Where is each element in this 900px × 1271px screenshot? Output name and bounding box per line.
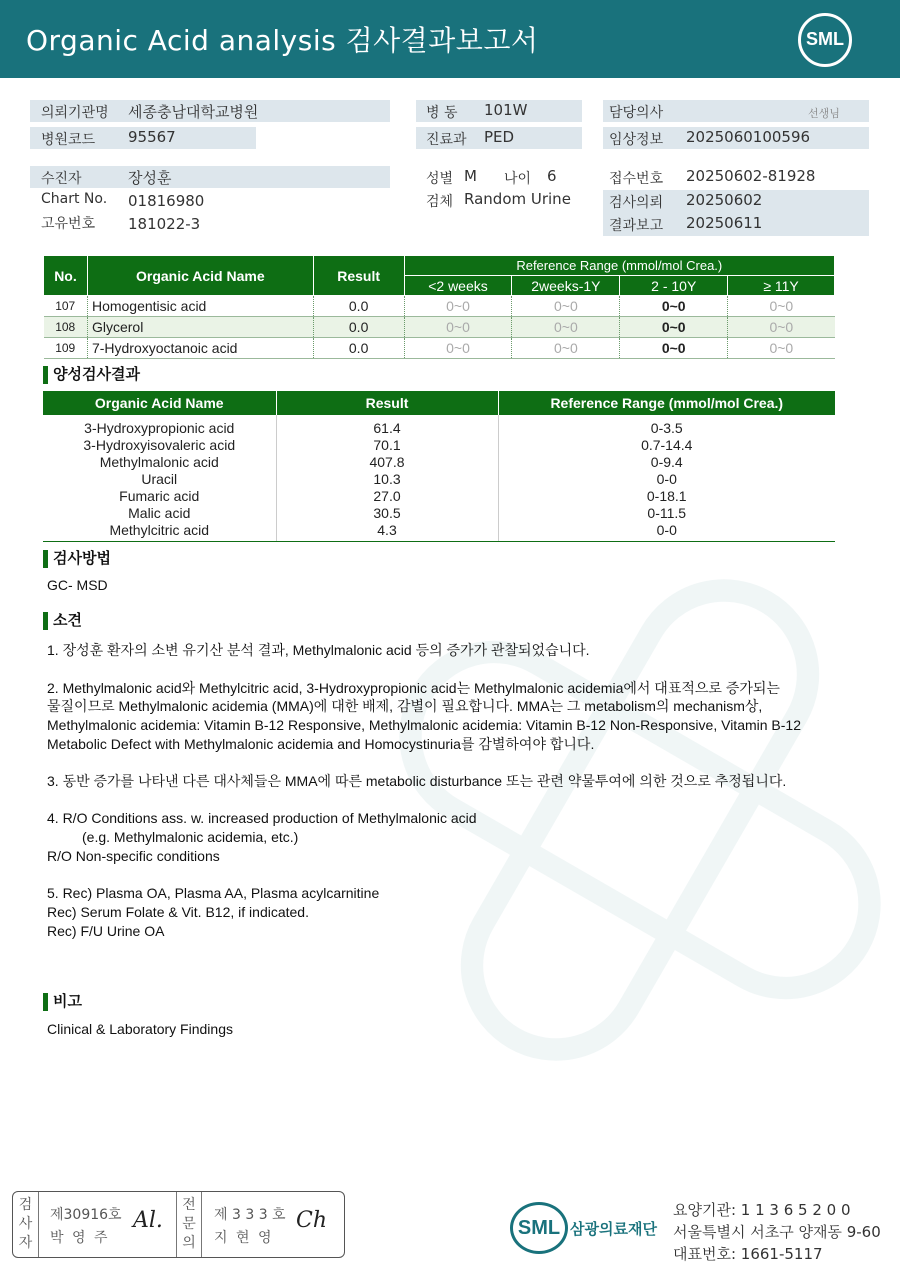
examiner-signature: Al. — [133, 1208, 163, 1233]
row-ref: 0-11.5 — [498, 504, 835, 521]
sml-logo: SML — [510, 1202, 568, 1254]
positive-results-table — [43, 391, 835, 542]
row-result: 61.4 — [276, 415, 498, 436]
col-subheader: <2 weeks — [404, 276, 512, 296]
row-name: 3-Hydroxypropionic acid — [84, 419, 235, 436]
row-ref: 0-3.5 — [498, 415, 835, 436]
patient-label: 수진자 — [41, 171, 82, 187]
row-ref: 0~0 — [512, 296, 620, 317]
table-row — [43, 470, 835, 487]
row-result: 0.0 — [313, 317, 404, 338]
row-ref: 0-9.4 — [498, 453, 835, 470]
table-row — [43, 436, 835, 453]
chart-no-label: Chart No. — [41, 191, 108, 207]
method-text: GC- MSD — [47, 577, 108, 593]
age: 6 — [547, 167, 557, 185]
row-ref: 0~0 — [728, 338, 835, 359]
table-row — [43, 415, 835, 436]
opinion-line: Rec) F/U Urine OA — [47, 923, 165, 939]
examiner-name: 박 영 주 — [50, 1230, 110, 1246]
opinion-line: Metabolic Defect with Methylmalonic acidemia and Homocystinuria를 감별하여야 합니다. — [47, 736, 595, 752]
opinion-line: 5. Rec) Plasma OA, Plasma AA, Plasma acylcarnitine — [47, 885, 380, 901]
row-result: 10.3 — [276, 470, 498, 487]
table-row — [43, 504, 835, 521]
row-result: 30.5 — [276, 504, 498, 521]
row-name: Uracil — [141, 470, 178, 487]
specimen: Random Urine — [464, 190, 571, 208]
col-header-no: No. — [44, 256, 88, 296]
table-row — [43, 521, 835, 542]
method-heading: 검사방법 — [43, 550, 111, 568]
row-name: Malic acid — [128, 504, 191, 521]
department: PED — [484, 128, 515, 146]
unique-no: 181022-3 — [128, 215, 201, 233]
col-header-reference: Reference Range (mmol/mol Crea.) — [404, 256, 834, 276]
ward: 101W — [484, 101, 528, 119]
remarks-heading: 비고 — [43, 993, 82, 1011]
row-ref: 0~0 — [728, 317, 835, 338]
requesting-institution: 세종충남대학교병원 — [128, 103, 259, 121]
row-name: 7-Hydroxyoctanoic acid — [87, 338, 313, 359]
row-ref: 0-0 — [498, 470, 835, 487]
age-label: 나이 — [504, 171, 532, 187]
organic-acid-table — [43, 255, 835, 359]
report-date: 20250611 — [686, 214, 763, 232]
row-ref: 0~0 — [620, 338, 728, 359]
positive-results-heading: 양성검사결과 — [43, 366, 140, 384]
info-bar — [30, 166, 390, 188]
hospital-code-label: 병원코드 — [41, 132, 96, 148]
row-result: 0.0 — [313, 296, 404, 317]
row-result: 4.3 — [276, 521, 498, 542]
care-institution-no: 요양기관: 1 1 3 6 5 2 0 0 — [673, 1201, 851, 1219]
request-date-label: 검사의뢰 — [609, 195, 664, 211]
organization-address: 서울특별시 서초구 양재동 9-60 — [673, 1223, 881, 1241]
table-row — [43, 487, 835, 504]
opinion-line: R/O Non-specific conditions — [47, 848, 220, 864]
opinion-line: Methylmalonic acidemia: Vitamin B-12 Responsive, Methylmalonic acidemia: Vitamin B-12 Non-Responsive, Vitamin B-12 — [47, 717, 802, 733]
organization-name: 삼광의료재단 — [570, 1220, 657, 1238]
specialist-name: 지 현 영 — [214, 1230, 274, 1246]
row-no: 109 — [44, 338, 88, 359]
specialist-label: 전 문 의 — [176, 1192, 202, 1257]
table-row — [44, 338, 835, 359]
row-ref: 0~0 — [404, 296, 512, 317]
row-name: Methylcitric acid — [43, 521, 276, 542]
request-date: 20250602 — [686, 191, 763, 209]
col-header-result: Result — [276, 391, 498, 415]
row-ref: 0.7-14.4 — [498, 436, 835, 453]
row-no: 108 — [44, 317, 88, 338]
row-ref: 0~0 — [620, 296, 728, 317]
opinion-line: 4. R/O Conditions ass. w. increased production of Methylmalonic acid — [47, 810, 477, 826]
unique-no-label: 고유번호 — [41, 216, 96, 232]
examiner-label: 검 사 자 — [13, 1192, 39, 1257]
col-header-name: Organic Acid Name — [43, 391, 276, 415]
row-name: 3-Hydroxyisovaleric acid — [83, 436, 236, 453]
row-name: Homogentisic acid — [87, 296, 313, 317]
row-result: 407.8 — [276, 453, 498, 470]
receipt-no: 20250602-81928 — [686, 167, 816, 185]
patient-name: 장성훈 — [128, 169, 172, 187]
col-subheader: 2weeks-1Y — [512, 276, 620, 296]
remarks-text: Clinical & Laboratory Findings — [47, 1021, 233, 1037]
doctor-suffix: 선생님 — [808, 107, 840, 120]
sex-label: 성별 — [426, 171, 454, 187]
clinical-info-label: 임상정보 — [609, 132, 664, 148]
table-row — [44, 296, 835, 317]
table-row — [43, 453, 835, 470]
signature-box — [12, 1191, 345, 1258]
col-header-name: Organic Acid Name — [87, 256, 313, 296]
opinion-line: Rec) Serum Folate & Vit. B12, if indicated. — [47, 904, 309, 920]
examiner-license-no: 제30916호 — [50, 1207, 122, 1223]
specialist-license-no: 제 3 3 3 호 — [214, 1207, 286, 1223]
row-name: Glycerol — [87, 317, 313, 338]
row-name: Fumaric acid — [119, 487, 200, 504]
opinion-line: 물질이므로 Methylmalonic acidemia (MMA)에 대한 배제, 감별이 필요합니다. MMA는 그 metabolism의 mechanism상, — [47, 698, 763, 714]
row-result: 27.0 — [276, 487, 498, 504]
row-ref: 0~0 — [404, 338, 512, 359]
opinion-line: (e.g. Methylmalonic acidemia, etc.) — [82, 829, 299, 845]
hospital-code: 95567 — [128, 128, 176, 146]
ward-label: 병 동 — [426, 105, 458, 121]
row-no: 107 — [44, 296, 88, 317]
chart-no: 01816980 — [128, 192, 205, 210]
requesting-institution-label: 의뢰기관명 — [41, 105, 109, 121]
row-ref: 0-0 — [498, 521, 835, 542]
specimen-label: 검체 — [426, 194, 454, 210]
clinical-info: 2025060100596 — [686, 128, 811, 146]
row-ref: 0-18.1 — [498, 487, 835, 504]
row-ref: 0~0 — [728, 296, 835, 317]
row-name: Methylmalonic acid — [99, 453, 219, 470]
sex: M — [464, 167, 477, 185]
table-row — [44, 317, 835, 338]
col-subheader: 2 - 10Y — [620, 276, 728, 296]
opinion-line: 1. 장성훈 환자의 소변 유기산 분석 결과, Methylmalonic acid 등의 증가가 관찰되었습니다. — [47, 642, 590, 658]
col-subheader: ≥ 11Y — [728, 276, 835, 296]
row-ref: 0~0 — [620, 317, 728, 338]
row-result: 70.1 — [276, 436, 498, 453]
col-header-result: Result — [313, 256, 404, 296]
col-header-reference: Reference Range (mmol/mol Crea.) — [498, 391, 835, 415]
specialist-signature: Ch — [296, 1208, 328, 1233]
doctor-label: 담당의사 — [609, 105, 664, 121]
row-ref: 0~0 — [404, 317, 512, 338]
opinion-heading: 소견 — [43, 612, 82, 630]
report-date-label: 결과보고 — [609, 218, 664, 234]
opinion-line: 2. Methylmalonic acid와 Methylcitric acid, 3-Hydroxypropionic acid는 Methylmalonic acidemia에서 대표적으로 증가되는 — [47, 680, 780, 696]
opinion-line: 3. 동반 증가를 나타낸 다른 대사체들은 MMA에 따른 metabolic disturbance 또는 관련 약물투여에 의한 것으로 추정됩니다. — [47, 773, 787, 789]
organization-phone: 대표번호: 1661-5117 — [673, 1245, 823, 1263]
report-title: Organic Acid analysis 검사결과보고서 — [26, 24, 539, 57]
row-ref: 0~0 — [512, 317, 620, 338]
row-result: 0.0 — [313, 338, 404, 359]
receipt-no-label: 접수번호 — [609, 171, 664, 187]
department-label: 진료과 — [426, 132, 467, 148]
sml-logo: SML — [798, 13, 852, 67]
report-header — [0, 0, 900, 78]
row-ref: 0~0 — [512, 338, 620, 359]
